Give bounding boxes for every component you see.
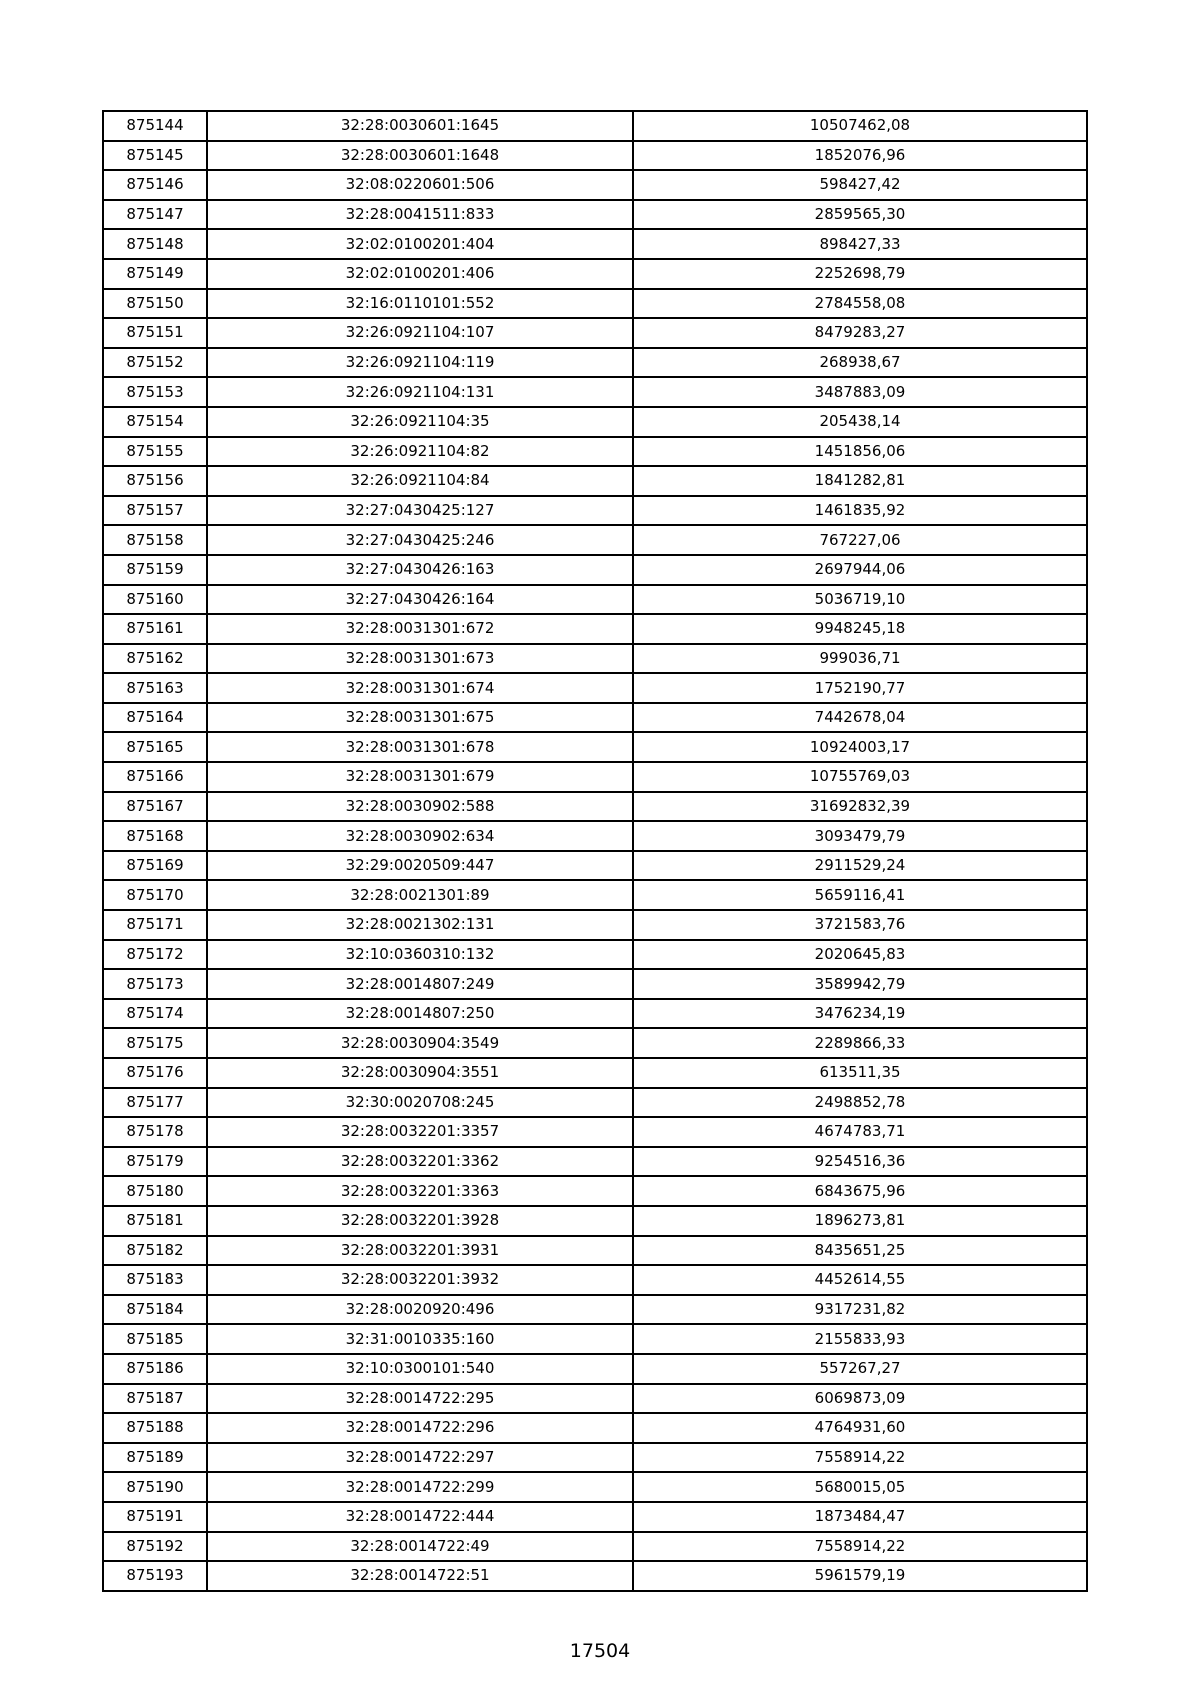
table-row	[103, 318, 1087, 348]
row-number-cell: 875161	[103, 614, 207, 644]
cadastral-number-cell: 32:28:0020920:496	[207, 1295, 633, 1325]
value-cell: 2498852,78	[633, 1088, 1087, 1118]
table-row	[103, 407, 1087, 437]
value-cell: 6843675,96	[633, 1176, 1087, 1206]
value-cell: 9317231,82	[633, 1295, 1087, 1325]
row-number-cell: 875162	[103, 644, 207, 674]
table-row	[103, 732, 1087, 762]
row-number-cell: 875176	[103, 1058, 207, 1088]
cadastral-number-cell: 32:16:0110101:552	[207, 289, 633, 319]
value-cell: 5659116,41	[633, 880, 1087, 910]
value-cell: 3476234,19	[633, 999, 1087, 1029]
cadastral-number-cell: 32:28:0031301:675	[207, 703, 633, 733]
cadastral-number-cell: 32:27:0430426:163	[207, 555, 633, 585]
row-number-cell: 875185	[103, 1324, 207, 1354]
row-number-cell: 875184	[103, 1295, 207, 1325]
value-cell: 2020645,83	[633, 940, 1087, 970]
table-row	[103, 1028, 1087, 1058]
value-cell: 767227,06	[633, 525, 1087, 555]
row-number-cell: 875172	[103, 940, 207, 970]
table-row	[103, 585, 1087, 615]
value-cell: 1461835,92	[633, 496, 1087, 526]
row-number-cell: 875179	[103, 1147, 207, 1177]
cadastral-number-cell: 32:26:0921104:107	[207, 318, 633, 348]
table-row	[103, 348, 1087, 378]
table-row	[103, 141, 1087, 171]
value-cell: 2289866,33	[633, 1028, 1087, 1058]
row-number-cell: 875166	[103, 762, 207, 792]
value-cell: 31692832,39	[633, 792, 1087, 822]
cadastral-number-cell: 32:28:0031301:674	[207, 673, 633, 703]
cadastral-number-cell: 32:28:0021302:131	[207, 910, 633, 940]
value-cell: 4674783,71	[633, 1117, 1087, 1147]
table-row	[103, 1443, 1087, 1473]
cadastral-number-cell: 32:28:0031301:673	[207, 644, 633, 674]
row-number-cell: 875178	[103, 1117, 207, 1147]
value-cell: 3589942,79	[633, 969, 1087, 999]
table-row	[103, 1384, 1087, 1414]
table-row	[103, 614, 1087, 644]
cadastral-number-cell: 32:28:0030902:634	[207, 821, 633, 851]
cadastral-number-cell: 32:28:0030601:1648	[207, 141, 633, 171]
value-cell: 5680015,05	[633, 1472, 1087, 1502]
table-row	[103, 525, 1087, 555]
cadastral-number-cell: 32:26:0921104:35	[207, 407, 633, 437]
value-cell: 3093479,79	[633, 821, 1087, 851]
row-number-cell: 875177	[103, 1088, 207, 1118]
row-number-cell: 875170	[103, 880, 207, 910]
row-number-cell: 875183	[103, 1265, 207, 1295]
row-number-cell: 875144	[103, 111, 207, 141]
table-row	[103, 555, 1087, 585]
row-number-cell: 875155	[103, 437, 207, 467]
row-number-cell: 875193	[103, 1561, 207, 1591]
table-row	[103, 880, 1087, 910]
table-row	[103, 1147, 1087, 1177]
row-number-cell: 875164	[103, 703, 207, 733]
row-number-cell: 875190	[103, 1472, 207, 1502]
value-cell: 10924003,17	[633, 732, 1087, 762]
table-row	[103, 1236, 1087, 1266]
row-number-cell: 875158	[103, 525, 207, 555]
table-row	[103, 821, 1087, 851]
cadastral-number-cell: 32:28:0032201:3928	[207, 1206, 633, 1236]
value-cell: 10755769,03	[633, 762, 1087, 792]
cadastral-number-cell: 32:28:0032201:3931	[207, 1236, 633, 1266]
value-cell: 1451856,06	[633, 437, 1087, 467]
table-row	[103, 644, 1087, 674]
cadastral-number-cell: 32:28:0014722:296	[207, 1413, 633, 1443]
row-number-cell: 875153	[103, 377, 207, 407]
cadastral-number-cell: 32:29:0020509:447	[207, 851, 633, 881]
table-row	[103, 851, 1087, 881]
value-cell: 9254516,36	[633, 1147, 1087, 1177]
cadastral-number-cell: 32:28:0030601:1645	[207, 111, 633, 141]
table-row	[103, 1117, 1087, 1147]
cadastral-number-cell: 32:28:0014722:444	[207, 1502, 633, 1532]
table-row	[103, 940, 1087, 970]
table-row	[103, 170, 1087, 200]
row-number-cell: 875163	[103, 673, 207, 703]
value-cell: 613511,35	[633, 1058, 1087, 1088]
cadastral-number-cell: 32:28:0014807:250	[207, 999, 633, 1029]
row-number-cell: 875192	[103, 1532, 207, 1562]
table-row	[103, 1088, 1087, 1118]
value-cell: 3721583,76	[633, 910, 1087, 940]
table-row	[103, 792, 1087, 822]
table-row	[103, 200, 1087, 230]
cadastral-number-cell: 32:10:0360310:132	[207, 940, 633, 970]
cadastral-number-cell: 32:28:0031301:672	[207, 614, 633, 644]
cadastral-number-cell: 32:26:0921104:119	[207, 348, 633, 378]
cadastral-number-cell: 32:26:0921104:82	[207, 437, 633, 467]
cadastral-number-cell: 32:27:0430425:127	[207, 496, 633, 526]
cadastral-number-cell: 32:27:0430426:164	[207, 585, 633, 615]
table-row	[103, 466, 1087, 496]
cadastral-number-cell: 32:30:0020708:245	[207, 1088, 633, 1118]
value-cell: 2911529,24	[633, 851, 1087, 881]
row-number-cell: 875182	[103, 1236, 207, 1266]
value-cell: 557267,27	[633, 1354, 1087, 1384]
value-cell: 6069873,09	[633, 1384, 1087, 1414]
cadastral-number-cell: 32:28:0041511:833	[207, 200, 633, 230]
value-cell: 8479283,27	[633, 318, 1087, 348]
value-cell: 1752190,77	[633, 673, 1087, 703]
value-cell: 5961579,19	[633, 1561, 1087, 1591]
value-cell: 898427,33	[633, 229, 1087, 259]
data-table	[102, 110, 1088, 1592]
row-number-cell: 875148	[103, 229, 207, 259]
cadastral-number-cell: 32:31:0010335:160	[207, 1324, 633, 1354]
table-row	[103, 910, 1087, 940]
row-number-cell: 875191	[103, 1502, 207, 1532]
table-row	[103, 437, 1087, 467]
row-number-cell: 875151	[103, 318, 207, 348]
row-number-cell: 875171	[103, 910, 207, 940]
row-number-cell: 875168	[103, 821, 207, 851]
table-row	[103, 229, 1087, 259]
row-number-cell: 875147	[103, 200, 207, 230]
cadastral-number-cell: 32:28:0032201:3932	[207, 1265, 633, 1295]
value-cell: 2252698,79	[633, 259, 1087, 289]
cadastral-number-cell: 32:28:0030902:588	[207, 792, 633, 822]
value-cell: 7558914,22	[633, 1443, 1087, 1473]
table-row	[103, 1413, 1087, 1443]
cadastral-number-cell: 32:28:0014722:51	[207, 1561, 633, 1591]
table-row	[103, 1532, 1087, 1562]
table-row	[103, 289, 1087, 319]
row-number-cell: 875174	[103, 999, 207, 1029]
cadastral-number-cell: 32:10:0300101:540	[207, 1354, 633, 1384]
table-row	[103, 1058, 1087, 1088]
value-cell: 4452614,55	[633, 1265, 1087, 1295]
table-row	[103, 259, 1087, 289]
row-number-cell: 875186	[103, 1354, 207, 1384]
value-cell: 1873484,47	[633, 1502, 1087, 1532]
value-cell: 9948245,18	[633, 614, 1087, 644]
cadastral-number-cell: 32:26:0921104:84	[207, 466, 633, 496]
cadastral-number-cell: 32:28:0032201:3357	[207, 1117, 633, 1147]
row-number-cell: 875150	[103, 289, 207, 319]
row-number-cell: 875181	[103, 1206, 207, 1236]
table-row	[103, 999, 1087, 1029]
table-row	[103, 969, 1087, 999]
table-row	[103, 1295, 1087, 1325]
row-number-cell: 875187	[103, 1384, 207, 1414]
cadastral-number-cell: 32:28:0030904:3549	[207, 1028, 633, 1058]
cadastral-number-cell: 32:08:0220601:506	[207, 170, 633, 200]
value-cell: 3487883,09	[633, 377, 1087, 407]
row-number-cell: 875167	[103, 792, 207, 822]
table-row	[103, 1502, 1087, 1532]
row-number-cell: 875154	[103, 407, 207, 437]
table-row	[103, 1324, 1087, 1354]
value-cell: 999036,71	[633, 644, 1087, 674]
row-number-cell: 875189	[103, 1443, 207, 1473]
value-cell: 4764931,60	[633, 1413, 1087, 1443]
table-row	[103, 1472, 1087, 1502]
cadastral-number-cell: 32:28:0014722:299	[207, 1472, 633, 1502]
row-number-cell: 875149	[103, 259, 207, 289]
value-cell: 205438,14	[633, 407, 1087, 437]
table-row	[103, 1206, 1087, 1236]
table-row	[103, 1354, 1087, 1384]
cadastral-number-cell: 32:28:0014722:295	[207, 1384, 633, 1414]
value-cell: 2697944,06	[633, 555, 1087, 585]
cadastral-number-cell: 32:28:0030904:3551	[207, 1058, 633, 1088]
cadastral-number-cell: 32:27:0430425:246	[207, 525, 633, 555]
value-cell: 7442678,04	[633, 703, 1087, 733]
value-cell: 10507462,08	[633, 111, 1087, 141]
table-row	[103, 703, 1087, 733]
table-row	[103, 1176, 1087, 1206]
row-number-cell: 875146	[103, 170, 207, 200]
table-row	[103, 762, 1087, 792]
value-cell: 8435651,25	[633, 1236, 1087, 1266]
row-number-cell: 875156	[103, 466, 207, 496]
table-row	[103, 377, 1087, 407]
cadastral-number-cell: 32:26:0921104:131	[207, 377, 633, 407]
row-number-cell: 875160	[103, 585, 207, 615]
value-cell: 2859565,30	[633, 200, 1087, 230]
cadastral-number-cell: 32:28:0014722:297	[207, 1443, 633, 1473]
row-number-cell: 875159	[103, 555, 207, 585]
value-cell: 5036719,10	[633, 585, 1087, 615]
row-number-cell: 875173	[103, 969, 207, 999]
row-number-cell: 875157	[103, 496, 207, 526]
table-row	[103, 1265, 1087, 1295]
table-row	[103, 673, 1087, 703]
row-number-cell: 875165	[103, 732, 207, 762]
cadastral-number-cell: 32:28:0031301:679	[207, 762, 633, 792]
value-cell: 598427,42	[633, 170, 1087, 200]
table-row	[103, 496, 1087, 526]
value-cell: 7558914,22	[633, 1532, 1087, 1562]
value-cell: 2155833,93	[633, 1324, 1087, 1354]
value-cell: 1852076,96	[633, 141, 1087, 171]
cadastral-number-cell: 32:28:0032201:3363	[207, 1176, 633, 1206]
row-number-cell: 875169	[103, 851, 207, 881]
value-cell: 1896273,81	[633, 1206, 1087, 1236]
cadastral-number-cell: 32:28:0014722:49	[207, 1532, 633, 1562]
row-number-cell: 875175	[103, 1028, 207, 1058]
page-number: 17504	[569, 1640, 631, 1662]
value-cell: 2784558,08	[633, 289, 1087, 319]
cadastral-number-cell: 32:28:0014807:249	[207, 969, 633, 999]
row-number-cell: 875145	[103, 141, 207, 171]
cadastral-number-cell: 32:28:0032201:3362	[207, 1147, 633, 1177]
value-cell: 1841282,81	[633, 466, 1087, 496]
table-body	[103, 111, 1087, 1591]
row-number-cell: 875188	[103, 1413, 207, 1443]
cadastral-number-cell: 32:28:0021301:89	[207, 880, 633, 910]
row-number-cell: 875180	[103, 1176, 207, 1206]
cadastral-number-cell: 32:02:0100201:404	[207, 229, 633, 259]
cadastral-number-cell: 32:28:0031301:678	[207, 732, 633, 762]
value-cell: 268938,67	[633, 348, 1087, 378]
table-row	[103, 1561, 1087, 1591]
cadastral-number-cell: 32:02:0100201:406	[207, 259, 633, 289]
table-row	[103, 111, 1087, 141]
row-number-cell: 875152	[103, 348, 207, 378]
